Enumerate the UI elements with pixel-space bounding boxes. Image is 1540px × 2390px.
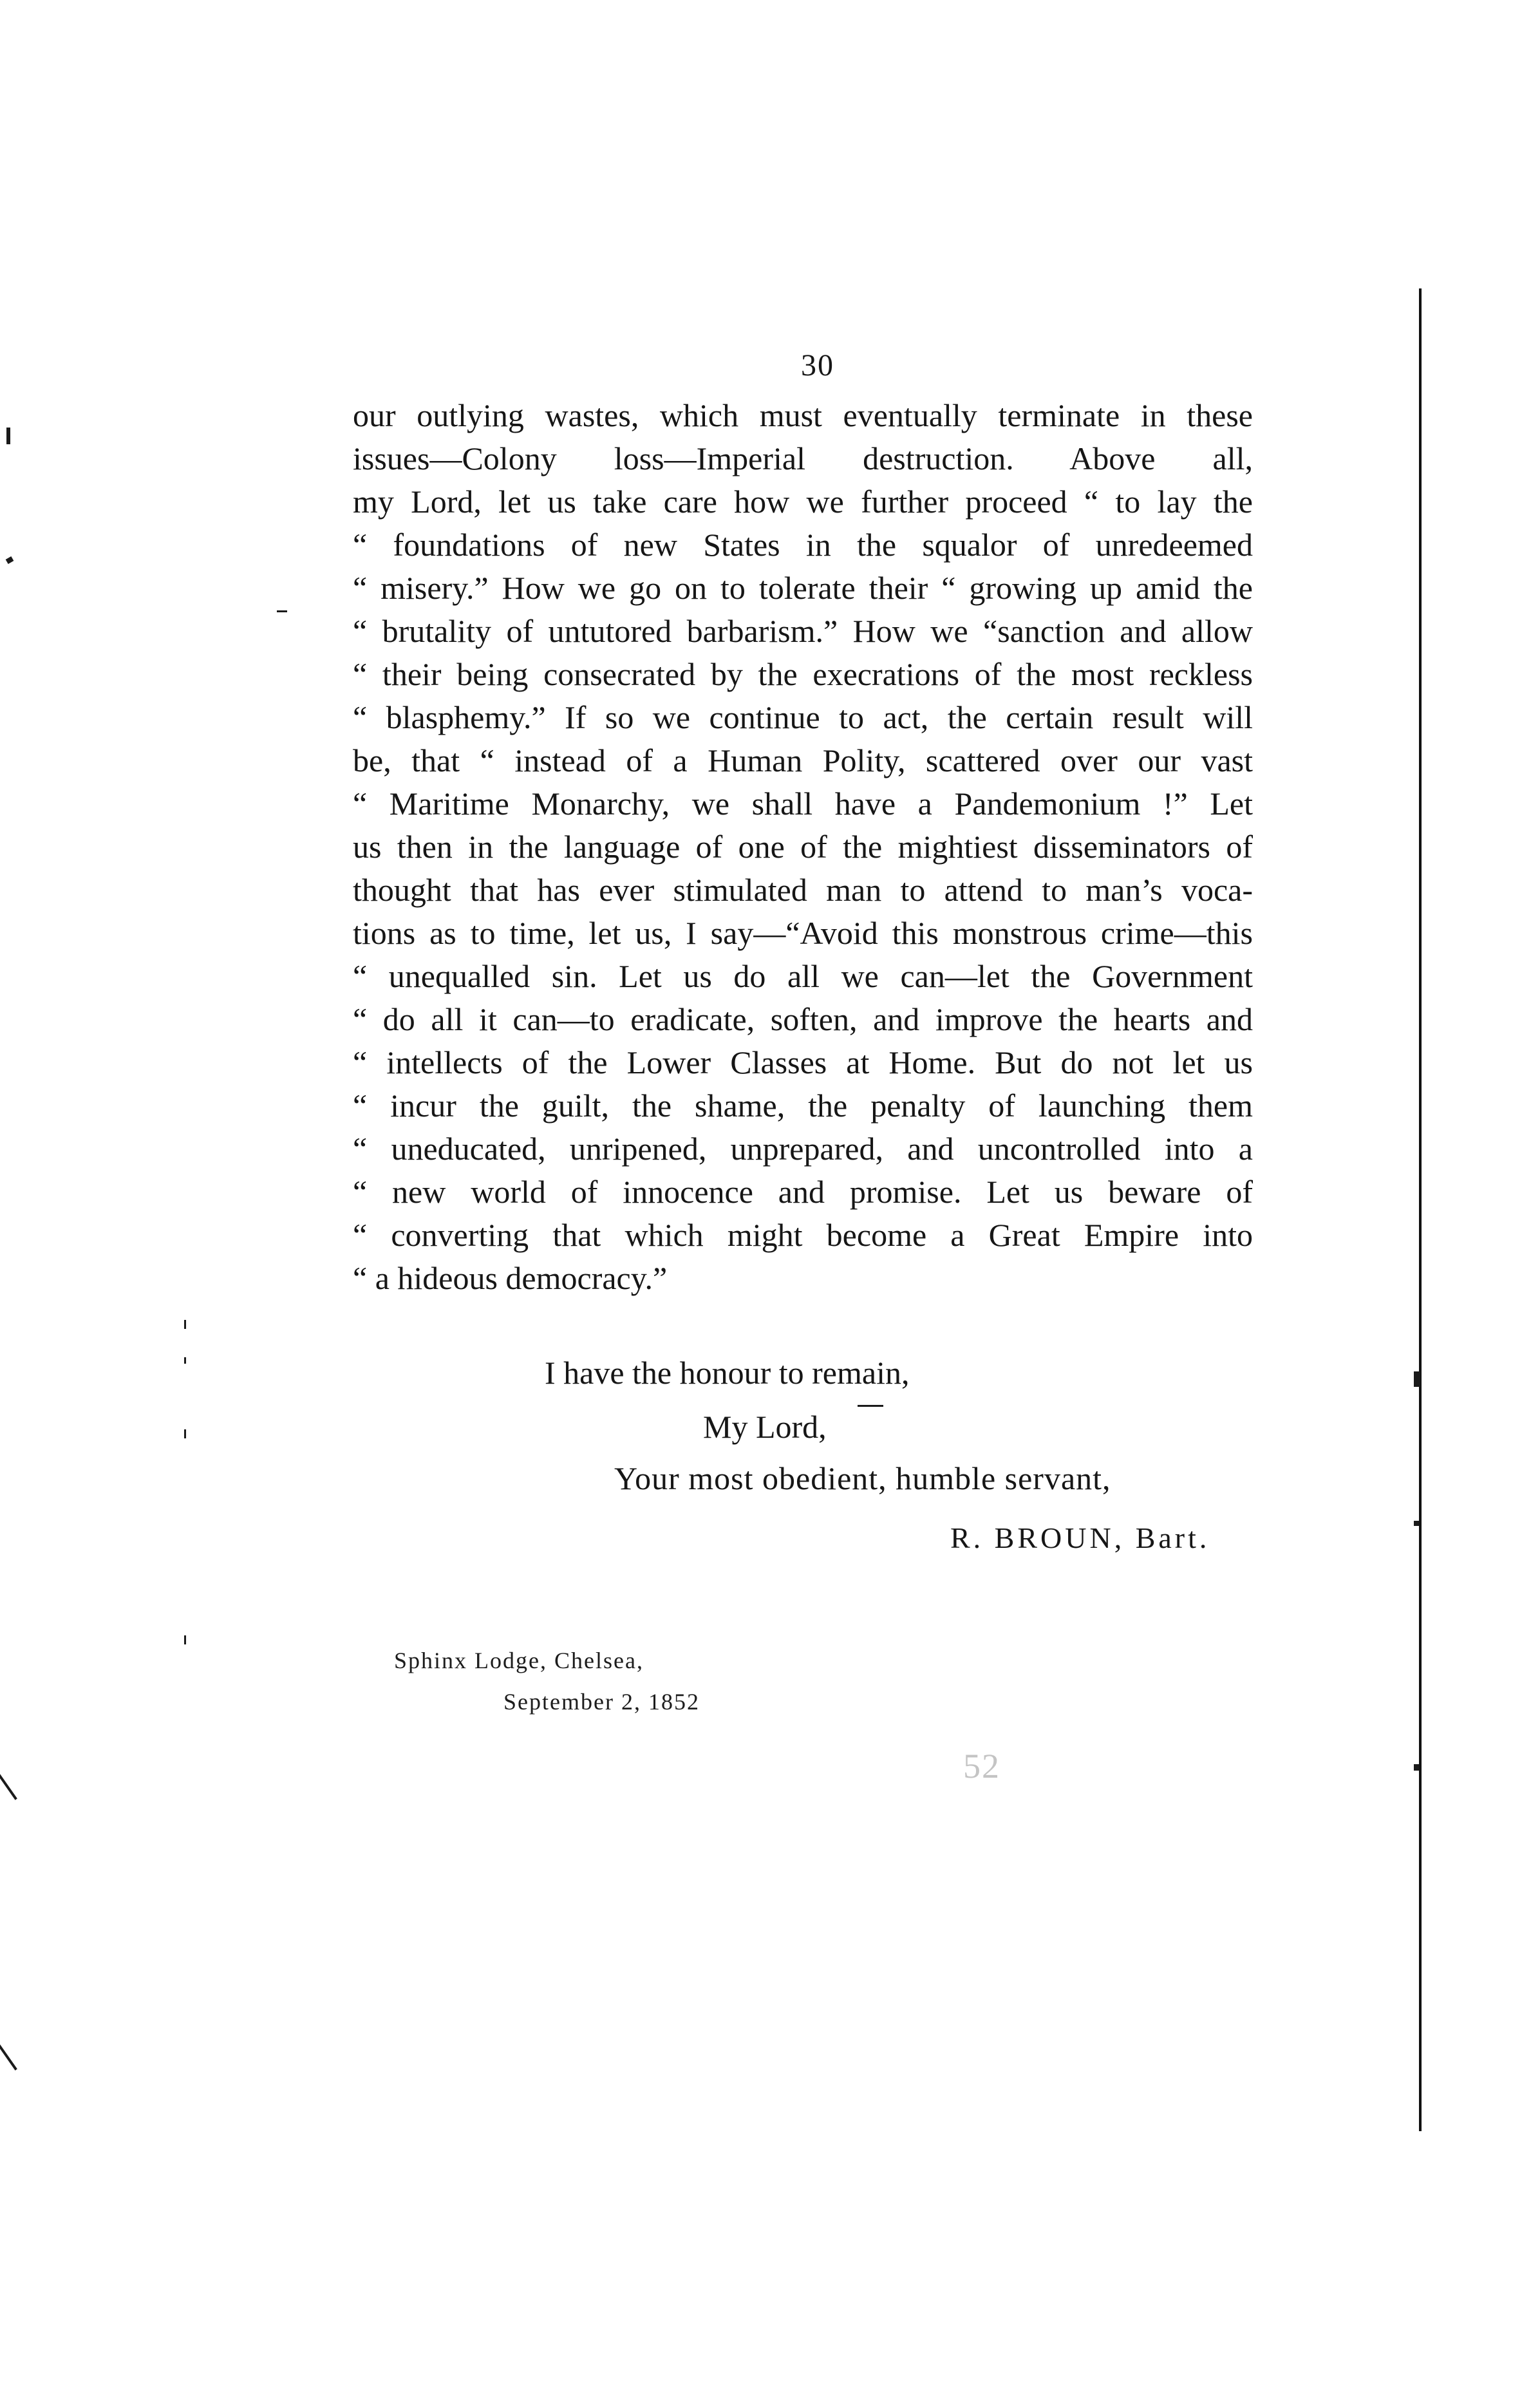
salutation: My Lord, — [703, 1409, 827, 1445]
body-line: “ blasphemy.” If so we continue to act, the certain result will — [353, 699, 1253, 735]
body-line: thought that has ever stimulated man to attend to man’s voca- — [353, 872, 1253, 908]
closing-line: Your most obedient, humble servant, — [614, 1460, 1111, 1496]
faint-mark: 52 — [963, 1747, 1000, 1785]
scan-speck — [1414, 1521, 1419, 1526]
date-line: September 2, 1852 — [503, 1689, 700, 1715]
body-line: “ a hideous democracy.” — [353, 1260, 668, 1296]
margin-rule — [1419, 288, 1422, 2131]
scan-speck — [6, 556, 14, 564]
body-line: our outlying wastes, which must eventually terminate in these — [353, 397, 1253, 433]
scan-speck — [1414, 1371, 1420, 1387]
scan-speck — [277, 610, 287, 612]
body-line: “ foundations of new States in the squalor of unredeemed — [353, 527, 1253, 563]
place-line: Sphinx Lodge, Chelsea, — [394, 1648, 644, 1673]
body-line: “ their being consecrated by the execrations of the most reckless — [353, 656, 1253, 692]
scan-speck — [0, 1767, 17, 1800]
scan-speck — [6, 428, 10, 444]
body-line: “ new world of innocence and promise. Let us beware of — [353, 1174, 1253, 1210]
body-line: “ uneducated, unripened, unprepared, and uncontrolled into a — [353, 1131, 1253, 1167]
body-line: “ misery.” How we go on to tolerate their “ growing up amid the — [353, 570, 1253, 606]
body-line: issues—Colony loss—Imperial destruction. Above all, — [353, 440, 1253, 476]
body-line: “ Maritime Monarchy, we shall have a Pandemonium !” Let — [353, 786, 1253, 822]
body-line: “ converting that which might become a Great Empire into — [353, 1217, 1253, 1253]
scan-speck — [1414, 1764, 1419, 1771]
body-line: “ intellects of the Lower Classes at Home. But do not let us — [353, 1044, 1253, 1080]
body-line: “ brutality of untutored barbarism.” How we “sanction and allow — [353, 613, 1253, 649]
body-line: tions as to time, let us, I say—“Avoid this monstrous crime—this — [353, 915, 1253, 951]
body-line: be, that “ instead of a Human Polity, scattered over our vast — [353, 742, 1253, 778]
scan-speck — [184, 1320, 186, 1329]
scan-speck — [0, 2037, 17, 2070]
scan-speck — [184, 1429, 186, 1438]
body-text — [353, 394, 1253, 1300]
body-line: us then in the language of one of the mightiest disseminators of — [353, 829, 1253, 865]
scan-speck — [184, 1357, 186, 1364]
body-line: “ incur the guilt, the shame, the penalty of launching them — [353, 1087, 1253, 1124]
page-number: 30 — [801, 348, 834, 382]
scan-speck — [184, 1635, 186, 1644]
signature: R. BROUN, Bart. — [950, 1521, 1210, 1554]
body-line: “ do all it can—to eradicate, soften, and improve the hearts and — [353, 1001, 1253, 1037]
scan-speck — [858, 1405, 883, 1407]
closing-line: I have the honour to remain, — [545, 1355, 910, 1391]
body-line: “ unequalled sin. Let us do all we can—let the Government — [353, 958, 1253, 994]
body-line: my Lord, let us take care how we further proceed “ to lay the — [353, 484, 1253, 520]
